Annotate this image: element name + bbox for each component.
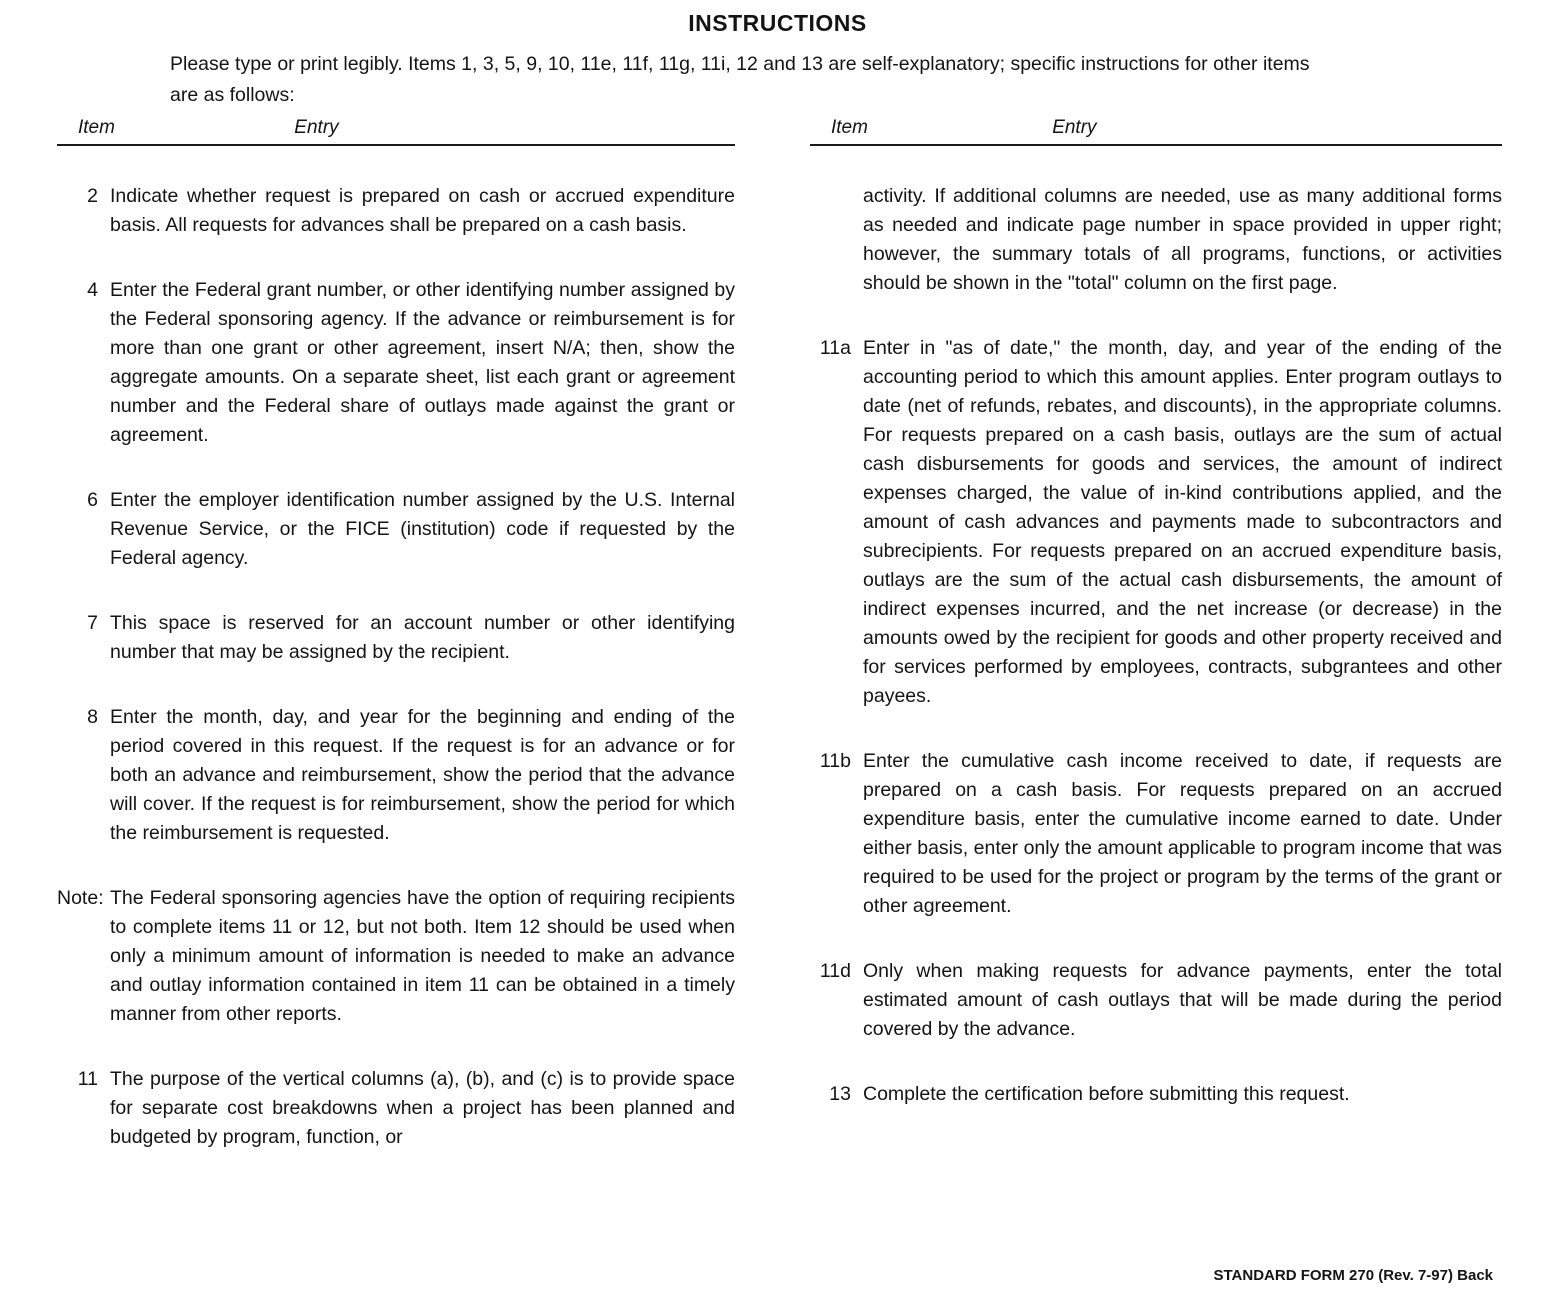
item-text: activity. If additional columns are needed, use as many additional forms as needed and indicate page number in space provided in upper right; however, the summary totals of all programs, functions, or activities should be shown in the "total" column on the first page. [863,185,1502,294]
instruction-item-4 [57,276,735,450]
item-number: 8 [87,706,98,728]
item-number: 13 [829,1083,851,1105]
instruction-item-6 [57,486,735,573]
item-number: 6 [87,489,98,511]
instruction-columns [0,117,1555,1152]
item-text: This space is reserved for an account number or other identifying number that may be assigned by the recipient. [110,612,735,663]
instruction-item-2 [57,182,735,240]
item-number: 11 [77,1068,98,1090]
item-header-label: Item [831,117,868,138]
item-text: Enter the month, day, and year for the beginning and ending of the period covered in this request. If the request is for an advance or for both an advance and reimbursement, show the period that the advance will cover. If the request is for reimbursement, show the period for which the reimbursement is requested. [110,706,735,844]
item-text: The Federal sponsoring agencies have the option of requiring recipients to complete items 11 or 12, but not both. Item 12 should be used when only a minimum amount of information is needed to make an advance and outlay information contained in item 11 can be obtained in a timely manner from other reports. [110,887,735,1025]
item-text: Indicate whether request is prepared on cash or accrued expenditure basis. All requests for advances shall be prepared on a cash basis. [110,185,735,236]
item-number [810,182,863,298]
item-number: 11a [819,337,851,359]
entry-header-label: Entry [294,117,339,138]
item-number: 7 [87,612,98,634]
instruction-item-11 [57,1065,735,1152]
instruction-item-8 [57,703,735,848]
instruction-item-11d [810,957,1502,1044]
item-text: Only when making requests for advance payments, enter the total estimated amount of cash outlays that will be made during the period covered by the advance. [863,960,1502,1040]
left-column-header [57,117,735,146]
item-text: Enter the employer identification number assigned by the U.S. Internal Revenue Service, or the FICE (institution) code if requested by the Federal agency. [110,489,735,569]
item-text: The purpose of the vertical columns (a), (b), and (c) is to provide space for separate cost breakdowns when a project has been planned and budgeted by program, function, or [110,1068,735,1148]
instruction-item-11-continued [810,182,1502,298]
item-header-label: Item [78,117,115,138]
item-number: 2 [87,185,98,207]
form-number-footer: STANDARD FORM 270 (Rev. 7-97) Back [1213,1267,1493,1284]
item-number: 11d [819,960,851,982]
instruction-item-11b [810,747,1502,921]
instruction-item-11a [810,334,1502,711]
instruction-item-7 [57,609,735,667]
entry-header-label: Entry [1052,117,1097,138]
item-number: Note: [57,887,104,909]
item-number: 11b [819,750,851,772]
left-column [57,117,735,1152]
page-title: INSTRUCTIONS [688,10,867,36]
item-text: Enter the cumulative cash income received to date, if requests are prepared on a cash basis. For requests prepared on an accrued expenditure basis, enter the cumulative income earned to date. Under either basis, enter only the amount applicable to program income that was required to be used for the project or program by the terms of the grant or other agreement. [863,750,1502,917]
instruction-item-13 [810,1080,1502,1109]
item-text: Complete the certification before submitting this request. [863,1083,1350,1105]
right-column-header [810,117,1502,146]
item-text: Enter in "as of date," the month, day, and year of the ending of the accounting period to which this amount applies. Enter program outlays to date (net of refunds, rebates, and discounts), in the appropriate columns. For requests prepared on a cash basis, outlays are the sum of actual cash disbursements for goods and services, the amount of indirect expenses charged, the value of in-kind contributions applied, and the amount of cash advances and payments made to subcontractors and subrecipients. For requests prepared on an accrued expenditure basis, outlays are the sum of the actual cash disbursements, the amount of indirect expenses incurred, and the net increase (or decrease) in the amounts owed by the recipient for goods and other property received and for services performed by employees, contracts, subgrantees and other payees. [863,337,1502,707]
instruction-item-note [57,884,735,1029]
item-number: 4 [87,279,98,301]
item-text: Enter the Federal grant number, or other identifying number assigned by the Federal sponsoring agency. If the advance or reimbursement is for more than one grant or other agreement, insert N/A; then, show the aggregate amounts. On a separate sheet, list each grant or agreement number and the Federal share of outlays made against the grant or agreement. [110,279,735,446]
right-column [810,117,1502,1109]
intro-text: Please type or print legibly. Items 1, 3, 5, 9, 10, 11e, 11f, 11g, 11i, 12 and 13 are self-explanatory; specific instructions for other items are as follows: [170,53,1310,106]
